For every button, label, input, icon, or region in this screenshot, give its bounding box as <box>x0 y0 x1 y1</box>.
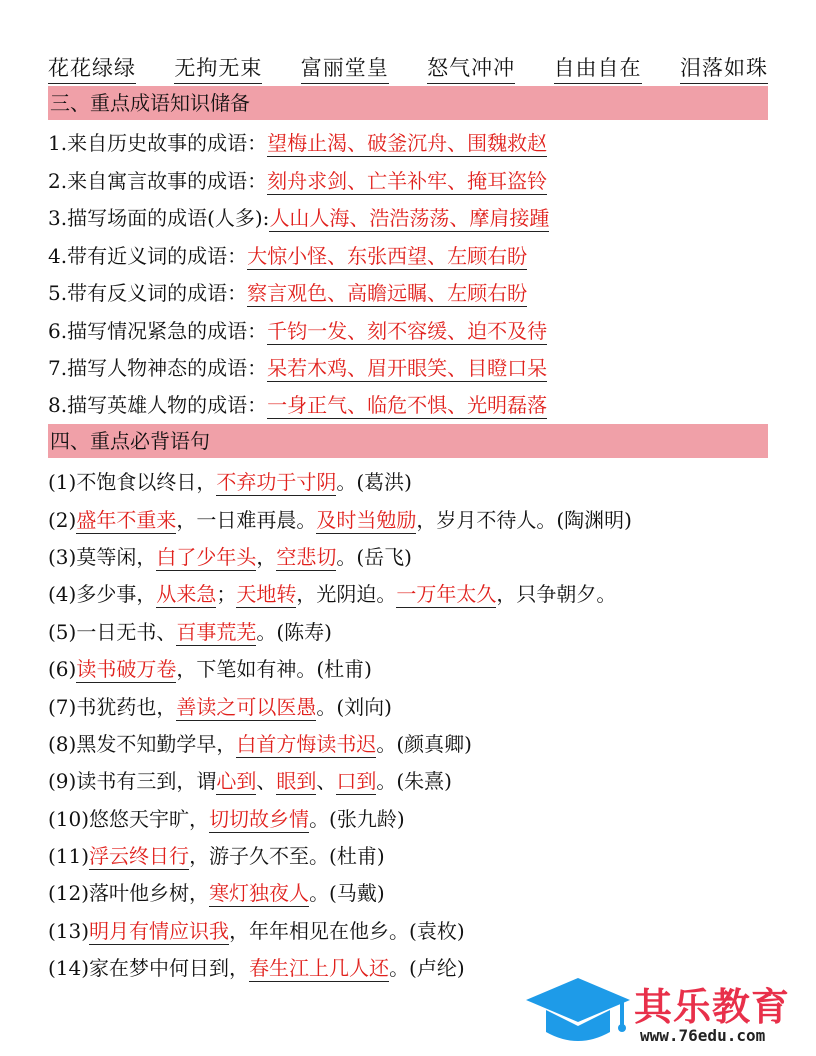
recitation-text: (5)一日无书、 <box>48 620 177 644</box>
recitation-answer: 切切故乡情 <box>209 807 310 831</box>
recitation-text: (10)悠悠天宇旷， <box>48 807 210 831</box>
idiom-answer: 呆若木鸡、眉开眼笑、目瞪口呆 <box>267 356 548 380</box>
idiom-prompt: 4.带有近义词的成语： <box>48 244 248 268</box>
idiom-item <box>48 165 768 197</box>
idiom-answer: 千钧一发、刻不容缓、迫不及待 <box>267 319 548 343</box>
idiom-item <box>48 389 768 421</box>
recitation-text: (13) <box>48 919 90 943</box>
recitation-text: 、 <box>316 769 337 793</box>
idiom-item <box>48 202 768 234</box>
recitation-answer: 空悲切 <box>276 545 337 569</box>
recitation-item <box>48 653 768 685</box>
recitation-text: 。(颜真卿) <box>376 732 472 756</box>
idiom-item <box>48 352 768 384</box>
recitation-text: (11) <box>48 844 90 868</box>
recitation-item <box>48 541 768 573</box>
watermark-url: www.76edu.com <box>640 1026 766 1045</box>
idiom-item <box>48 127 768 159</box>
section-heading-recitation: 四、重点必背语句 <box>48 424 768 458</box>
recitation-item <box>48 616 768 648</box>
graduation-cap-icon <box>522 968 634 1052</box>
top-idiom: 怒气冲冲 <box>427 52 515 84</box>
recitation-text: ，游子久不至。(杜甫) <box>189 844 385 868</box>
recitation-item <box>48 466 768 498</box>
recitation-answer: 明月有情应识我 <box>89 919 230 943</box>
recitation-answer: 不弃功于寸阴 <box>216 470 337 494</box>
recitation-answer: 寒灯独夜人 <box>209 881 310 905</box>
recitation-text: (4)多少事， <box>48 582 157 606</box>
idiom-item <box>48 315 768 347</box>
recitation-text: 、 <box>256 769 277 793</box>
top-idiom: 富丽堂皇 <box>301 52 389 84</box>
idiom-prompt: 8.描写英雄人物的成语： <box>48 393 268 417</box>
recitation-answer: 盛年不重来 <box>76 508 177 532</box>
recitation-text: 。(张九龄) <box>309 807 405 831</box>
recitation-text: ，岁月不待人。(陶渊明) <box>416 508 632 532</box>
recitation-answer: 善读之可以医愚 <box>176 695 317 719</box>
idiom-prompt: 5.带有反义词的成语： <box>48 281 248 305</box>
recitation-text: 。(刘向) <box>316 695 392 719</box>
recitation-item <box>48 504 768 536</box>
section-heading-idioms: 三、重点成语知识储备 <box>48 86 768 120</box>
recitation-text: ， <box>256 545 277 569</box>
recitation-answer: 及时当勉励 <box>316 508 417 532</box>
recitation-text: ，一日难再晨。 <box>176 508 317 532</box>
recitation-answer: 读书破万卷 <box>76 657 177 681</box>
recitation-item <box>48 877 768 909</box>
idiom-item <box>48 240 768 272</box>
watermark-logo <box>522 968 812 1052</box>
idiom-answer: 望梅止渴、破釜沉舟、围魏救赵 <box>267 131 548 155</box>
top-idiom: 泪落如珠 <box>680 52 768 84</box>
recitation-text: ，下笔如有神。(杜甫) <box>176 657 372 681</box>
idiom-prompt: 7.描写人物神态的成语： <box>48 356 268 380</box>
recitation-answer: 白首方悔读书迟 <box>236 732 377 756</box>
top-idiom: 花花绿绿 <box>48 52 136 84</box>
recitation-item <box>48 728 768 760</box>
recitation-answer: 从来急 <box>156 582 217 606</box>
recitation-answer: 百事荒芜 <box>176 620 257 644</box>
recitation-item <box>48 765 768 797</box>
recitation-answer: 春生江上几人还 <box>249 956 390 980</box>
recitation-answer: 天地转 <box>236 582 297 606</box>
recitation-text: (1)不饱食以终日， <box>48 470 217 494</box>
recitation-answer: 一万年太久 <box>396 582 497 606</box>
recitation-text: (6) <box>48 657 77 681</box>
recitation-text: ，光阴迫。 <box>296 582 397 606</box>
top-idiom: 自由自在 <box>554 52 642 84</box>
recitation-answer: 心到 <box>216 769 257 793</box>
idiom-answer: 人山人海、浩浩荡荡、摩肩接踵 <box>269 206 550 230</box>
recitation-text: 。(陈寿) <box>256 620 332 644</box>
recitation-text: 。(岳飞) <box>336 545 412 569</box>
recitation-text: 。(葛洪) <box>336 470 412 494</box>
recitation-item <box>48 803 768 835</box>
recitation-answer: 浮云终日行 <box>89 844 190 868</box>
idiom-answer: 大惊小怪、东张西望、左顾右盼 <box>247 244 528 268</box>
recitation-answer: 白了少年头 <box>156 545 257 569</box>
recitation-item <box>48 691 768 723</box>
idiom-prompt: 1.来自历史故事的成语： <box>48 131 268 155</box>
recitation-text: (3)莫等闲， <box>48 545 157 569</box>
recitation-text: ； <box>216 582 237 606</box>
idiom-prompt: 3.描写场面的成语(人多): <box>48 206 270 230</box>
recitation-text: 。(卢纶) <box>389 956 465 980</box>
recitation-text: (14)家在梦中何日到， <box>48 956 250 980</box>
idiom-prompt: 2.来自寓言故事的成语： <box>48 169 268 193</box>
recitation-text: ，只争朝夕。 <box>496 582 617 606</box>
recitation-text: (12)落叶他乡树， <box>48 881 210 905</box>
idiom-answer: 察言观色、高瞻远瞩、左顾右盼 <box>247 281 528 305</box>
idiom-answer: 刻舟求剑、亡羊补牢、掩耳盗铃 <box>267 169 548 193</box>
recitation-answer: 眼到 <box>276 769 317 793</box>
idiom-prompt: 6.描写情况紧急的成语： <box>48 319 268 343</box>
recitation-text: (9)读书有三到，谓 <box>48 769 217 793</box>
recitation-item <box>48 840 768 872</box>
recitation-item <box>48 915 768 947</box>
recitation-text: 。(马戴) <box>309 881 385 905</box>
recitation-text: (7)书犹药也， <box>48 695 177 719</box>
idiom-item <box>48 277 768 309</box>
watermark-name: 其乐教育 <box>634 985 791 1029</box>
idiom-answer: 一身正气、临危不惧、光明磊落 <box>267 393 548 417</box>
recitation-text: (2) <box>48 508 77 532</box>
recitation-text: (8)黑发不知勤学早， <box>48 732 237 756</box>
recitation-item <box>48 578 768 610</box>
top-idiom-row <box>48 50 768 86</box>
recitation-text: 。(朱熹) <box>376 769 452 793</box>
top-idiom: 无拘无束 <box>174 52 262 84</box>
recitation-text: ，年年相见在他乡。(袁枚) <box>229 919 465 943</box>
recitation-answer: 口到 <box>336 769 377 793</box>
